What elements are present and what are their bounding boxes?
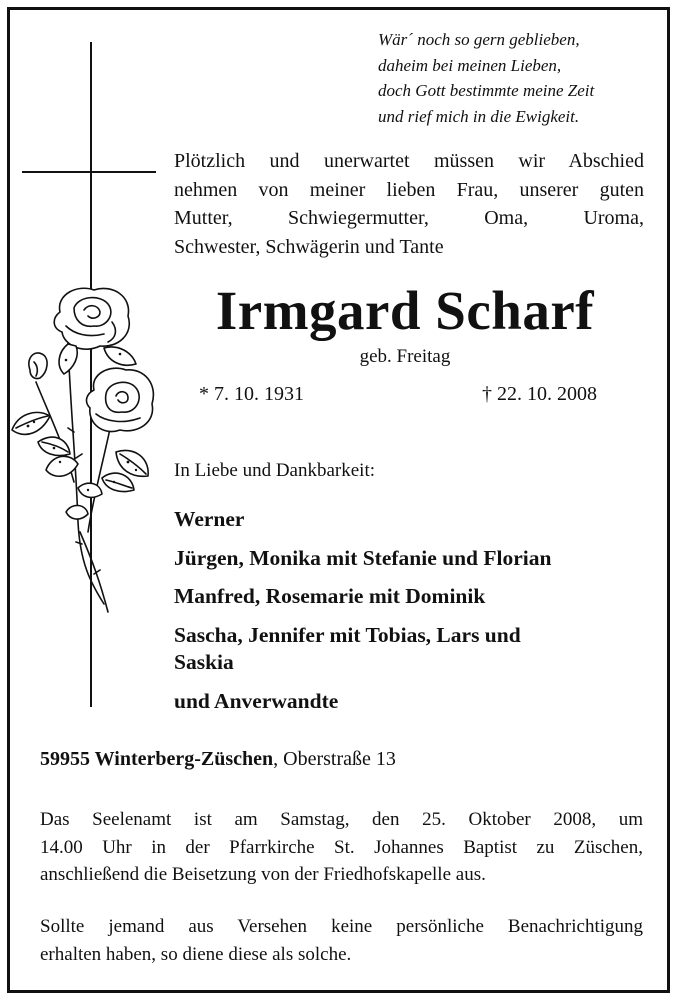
family-list xyxy=(174,506,649,726)
intro-text xyxy=(174,147,644,261)
service-line: 14.00 Uhr in der Pfarrkirche St. Johannes Baptist zu Züschen, xyxy=(40,836,643,858)
family-member: Saskia xyxy=(174,650,234,674)
family-member: Manfred, Rosemarie mit Dominik xyxy=(174,584,486,608)
maiden-name: geb. Freitag xyxy=(359,346,451,367)
rose-icon xyxy=(8,282,158,622)
intro-line: Plötzlich und unerwartet müssen wir Abschied xyxy=(174,150,644,172)
family-member: Sascha, Jennifer mit Tobias, Lars und xyxy=(174,622,521,647)
gratitude-line: In Liebe und Dankbarkeit: xyxy=(174,460,376,481)
service-line: anschließend die Beisetzung von der Friedhofskapelle aus. xyxy=(40,864,486,885)
death-date: † 22. 10. 2008 xyxy=(482,383,597,405)
intro-line: nehmen von meiner lieben Frau, unserer guten xyxy=(174,178,644,201)
service-info xyxy=(40,806,643,889)
poem-line: daheim bei meinen Lieben, xyxy=(378,55,562,75)
service-line: Das Seelenamt ist am Samstag, den 25. Oktober 2008, um xyxy=(40,809,643,830)
intro-line: Mutter, Schwiegermutter, Oma, Uroma, xyxy=(174,207,644,229)
memorial-poem xyxy=(378,27,638,129)
notice-text xyxy=(40,913,643,968)
poem-line: Wär´ noch so gern geblieben, xyxy=(378,30,580,49)
poem-line: doch Gott bestimmte meine Zeit xyxy=(378,81,595,100)
poem-line: und rief mich in die Ewigkeit. xyxy=(378,106,580,126)
notice-line: Sollte jemand aus Versehen keine persönliche Benachrichtigung xyxy=(40,916,643,937)
intro-line: Schwester, Schwägerin und Tante xyxy=(174,235,444,258)
birth-date: * 7. 10. 1931 xyxy=(199,383,304,405)
cross-bar xyxy=(22,171,156,173)
address-place: 59955 Winterberg-Züschen xyxy=(40,748,274,770)
family-member: Werner xyxy=(174,507,245,531)
family-member: Jürgen, Monika mit Stefanie und Florian xyxy=(174,545,552,570)
address xyxy=(40,748,396,771)
deceased-name: Irmgard Scharf xyxy=(215,280,595,341)
address-street: , Oberstraße 13 xyxy=(273,748,396,770)
notice-line: erhalten haben, so diene diese als solche. xyxy=(40,943,352,965)
family-member: und Anverwandte xyxy=(174,688,339,713)
